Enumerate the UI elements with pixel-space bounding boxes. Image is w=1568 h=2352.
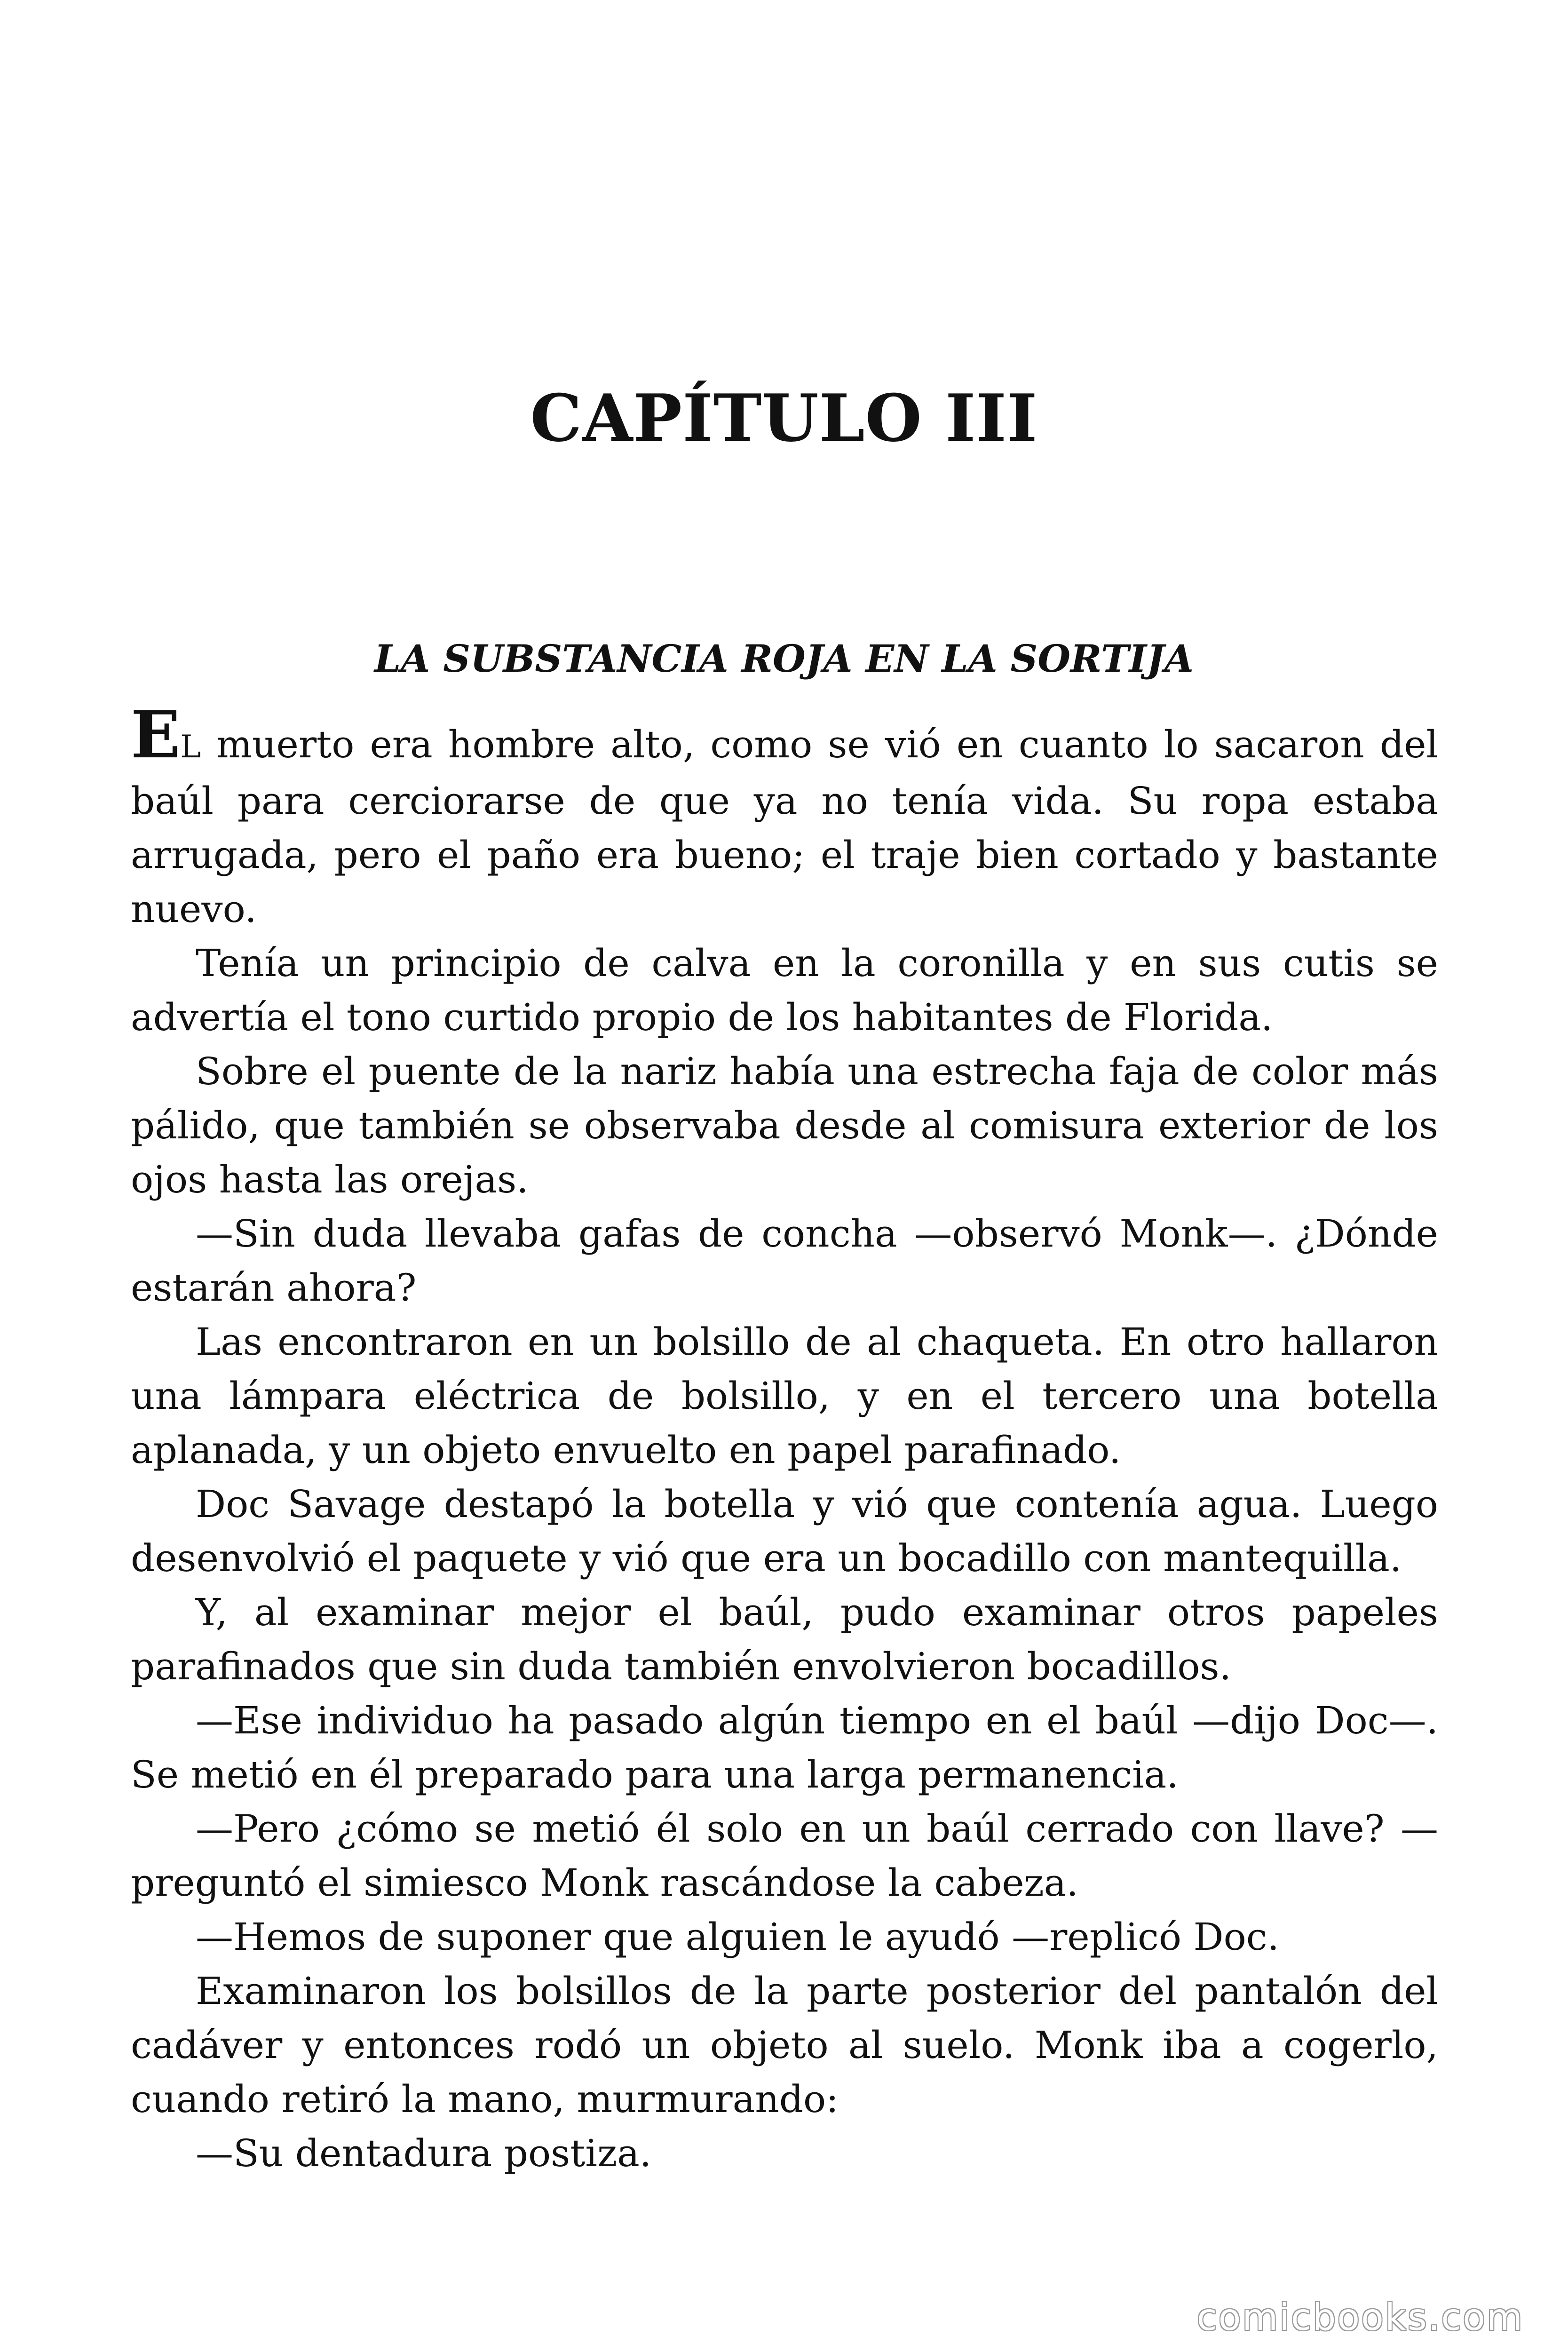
paragraph: Las encontraron en un bolsillo de al chaqueta. En otro hallaron una lámpara eléctrica de bolsillo, y en el tercero una botella aplanada, y un objeto envuelto en papel parafinado. (131, 1320, 1438, 1472)
drop-cap: E (131, 696, 181, 773)
paragraph: —Su dentadura postiza. (196, 2131, 652, 2175)
paragraph: Tenía un principio de calva en la coronilla y en sus cutis se advertía el tono curtido propio de los habitantes de Florida. (131, 941, 1438, 1039)
small-caps-lead: L (180, 729, 201, 765)
paragraph: —Pero ¿cómo se metió él solo en un baúl cerrado con llave? —preguntó el simiesco Monk rascándose la cabeza. (131, 1807, 1438, 1905)
chapter-subtitle: LA SUBSTANCIA ROJA EN LA SORTIJA (374, 636, 1194, 681)
paragraph: Examinaron los bolsillos de la parte posterior del pantalón del cadáver y entonces rodó un objeto al suelo. Monk iba a cogerlo, cuando retiró la mano, murmurando: (131, 1969, 1438, 2121)
watermark: comicbooks.com (1196, 2296, 1524, 2339)
body-text (131, 696, 1438, 2180)
first-paragraph (131, 696, 1438, 936)
paragraph: —Hemos de suponer que alguien le ayudó —replicó Doc. (196, 1915, 1279, 1959)
paragraph: Sobre el puente de la nariz había una estrecha faja de color más pálido, que también se observaba desde al comisura exterior de los ojos hasta las orejas. (131, 1049, 1438, 1201)
paragraph: Doc Savage destapó la botella y vió que contenía agua. Luego desenvolvió el paquete y vió que era un bocadillo con mantequilla. (131, 1482, 1438, 1580)
paragraph: —Ese individuo ha pasado algún tiempo en el baúl —dijo Doc—. Se metió en él preparado para una larga permanencia. (131, 1699, 1438, 1796)
paragraph: Y, al examinar mejor el baúl, pudo examinar otros papeles parafinados que sin duda también envolvieron bocadillos. (131, 1590, 1438, 1688)
first-paragraph-text: muerto era hombre alto, como se vió en cuanto lo sacaron del baúl para cerciorarse de que ya no tenía vida. Su ropa estaba arrugada, pero el paño era bueno; el traje bien cortado y bastante nuevo. (131, 723, 1438, 931)
paragraph: —Sin duda llevaba gafas de concha —observó Monk—. ¿Dónde estarán ahora? (131, 1212, 1438, 1310)
chapter-title: CAPÍTULO III (530, 380, 1038, 456)
